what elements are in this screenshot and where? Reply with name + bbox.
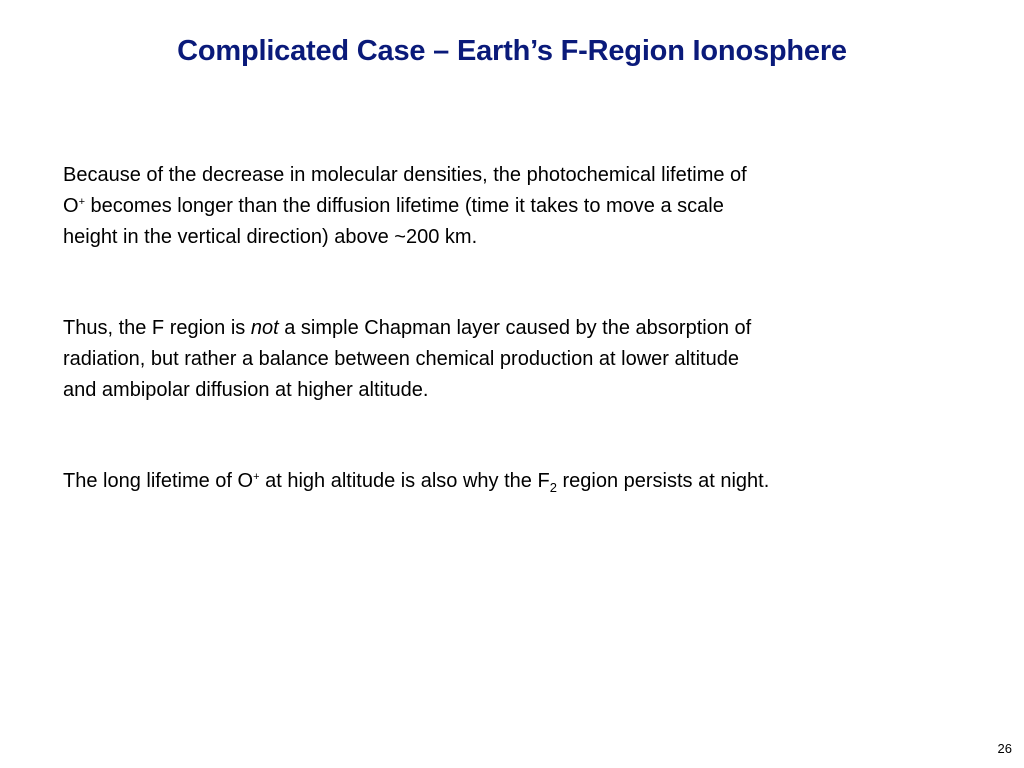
paragraph-3-mid: at high altitude is also why the F [259,470,550,492]
paragraph-1-line-1: Because of the decrease in molecular densities, the photochemical lifetime of [63,164,747,186]
emphasis-not: not [250,317,279,339]
slide-title: Complicated Case – Earth’s F-Region Ionosphere [177,35,847,67]
paragraph-2-line-3: and ambipolar diffusion at higher altitude. [63,379,429,401]
slide-number: 26 [997,741,1012,756]
paragraph-2-line-1-post: a simple Chapman layer caused by the absorption of [278,317,752,339]
paragraph-3-pre: The long lifetime of O [63,470,254,492]
ion-symbol: O [63,195,79,217]
ion-charge-superscript: + [253,471,260,483]
paragraph-1-line-2 [63,191,993,222]
paragraph-2-line-2: radiation, but rather a balance between chemical production at lower altitude [63,348,739,370]
paragraph-3-post: region persists at night. [556,470,770,492]
f2-subscript: 2 [549,480,557,495]
paragraph-f2-night [63,466,993,497]
ion-charge-superscript: + [78,196,85,208]
paragraph-2-line-1 [63,313,993,344]
paragraph-1-line-2-text: becomes longer than the diffusion lifetime (time it takes to move a scale [85,195,724,217]
paragraph-1-line-3: height in the vertical direction) above ~200 km. [63,226,478,248]
paragraph-chapman-layer [63,313,993,406]
paragraph-photochemical-lifetime [63,160,993,253]
paragraph-2-line-1-pre: Thus, the F region is [63,317,251,339]
paragraph-3-line-1 [63,466,993,497]
